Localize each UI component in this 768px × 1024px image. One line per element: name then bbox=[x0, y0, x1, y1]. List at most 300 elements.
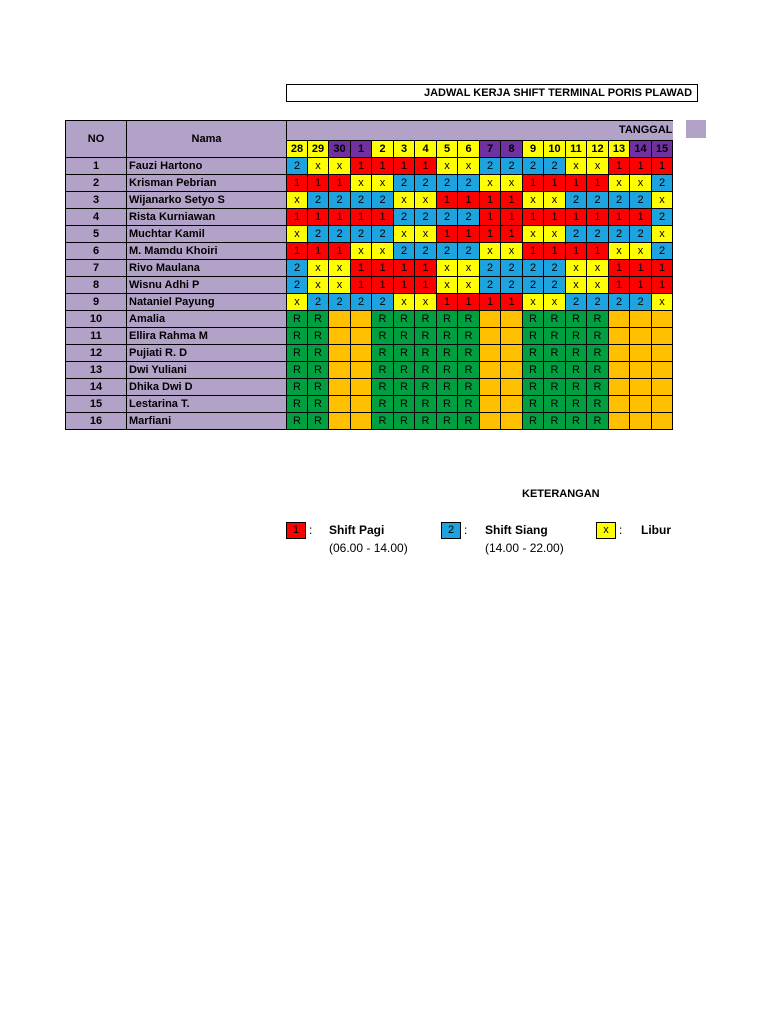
schedule-table bbox=[65, 120, 673, 430]
date-cell: 2 bbox=[372, 140, 394, 157]
sheet-clip bbox=[686, 138, 768, 458]
shift-cell: 1 bbox=[609, 260, 630, 277]
shift-cell bbox=[329, 311, 351, 328]
shift-cell: R bbox=[372, 396, 394, 413]
shift-cell bbox=[329, 396, 351, 413]
legend-label: Shift Siang bbox=[485, 523, 548, 537]
row-number: 4 bbox=[66, 209, 127, 226]
shift-cell: R bbox=[523, 379, 544, 396]
shift-cell: 1 bbox=[458, 294, 480, 311]
legend-symbol: 1 bbox=[286, 522, 306, 539]
shift-cell: 2 bbox=[523, 260, 544, 277]
shift-cell: R bbox=[287, 328, 308, 345]
shift-cell: R bbox=[437, 362, 458, 379]
date-cell: 6 bbox=[458, 140, 480, 157]
table-row bbox=[66, 294, 673, 311]
table-row bbox=[66, 328, 673, 345]
shift-cell bbox=[351, 328, 372, 345]
shift-cell bbox=[480, 362, 501, 379]
shift-cell: R bbox=[415, 413, 437, 430]
shift-cell: R bbox=[437, 379, 458, 396]
date-cell: 4 bbox=[415, 140, 437, 157]
shift-cell bbox=[480, 345, 501, 362]
shift-cell: 2 bbox=[415, 243, 437, 260]
shift-cell: x bbox=[652, 226, 673, 243]
shift-cell: 1 bbox=[609, 209, 630, 226]
shift-cell: 1 bbox=[329, 175, 351, 192]
shift-cell: 2 bbox=[501, 158, 523, 175]
employee-name: Fauzi Hartono bbox=[127, 158, 287, 175]
shift-cell: 1 bbox=[523, 243, 544, 260]
shift-cell: 1 bbox=[437, 226, 458, 243]
shift-cell bbox=[609, 311, 630, 328]
shift-cell bbox=[351, 345, 372, 362]
shift-cell: R bbox=[523, 396, 544, 413]
shift-cell bbox=[630, 396, 652, 413]
shift-cell bbox=[501, 379, 523, 396]
employee-name: Pujiati R. D bbox=[127, 345, 287, 362]
shift-cell: 1 bbox=[415, 260, 437, 277]
shift-cell: 1 bbox=[308, 243, 329, 260]
shift-cell: R bbox=[394, 328, 415, 345]
shift-cell: x bbox=[351, 243, 372, 260]
shift-cell: R bbox=[287, 413, 308, 430]
shift-cell: R bbox=[544, 413, 566, 430]
shift-cell: x bbox=[609, 175, 630, 192]
shift-cell: 2 bbox=[652, 175, 673, 192]
shift-cell: 1 bbox=[587, 209, 609, 226]
shift-cell: 2 bbox=[480, 277, 501, 294]
shift-cell bbox=[329, 362, 351, 379]
shift-cell: 2 bbox=[587, 226, 609, 243]
shift-cell: R bbox=[587, 379, 609, 396]
date-cell: 10 bbox=[544, 140, 566, 157]
shift-cell: 1 bbox=[652, 158, 673, 175]
shift-cell: R bbox=[415, 362, 437, 379]
legend-label: Libur bbox=[641, 523, 671, 537]
shift-cell: R bbox=[394, 396, 415, 413]
shift-cell: 2 bbox=[544, 260, 566, 277]
shift-cell: 1 bbox=[501, 209, 523, 226]
shift-cell: 1 bbox=[630, 277, 652, 294]
shift-cell: 1 bbox=[437, 192, 458, 209]
shift-cell bbox=[351, 413, 372, 430]
shift-cell: R bbox=[415, 345, 437, 362]
shift-cell: 1 bbox=[351, 277, 372, 294]
employee-name: Muchtar Kamil bbox=[127, 226, 287, 243]
shift-cell bbox=[652, 379, 673, 396]
shift-cell: x bbox=[308, 277, 329, 294]
shift-cell bbox=[351, 396, 372, 413]
shift-cell: 1 bbox=[630, 209, 652, 226]
shift-cell: R bbox=[437, 413, 458, 430]
shift-cell: R bbox=[566, 311, 587, 328]
shift-cell bbox=[480, 396, 501, 413]
shift-cell: R bbox=[523, 345, 544, 362]
shift-cell: 2 bbox=[372, 192, 394, 209]
shift-cell: R bbox=[415, 379, 437, 396]
shift-cell: R bbox=[308, 362, 329, 379]
shift-cell: 1 bbox=[480, 294, 501, 311]
shift-cell: x bbox=[480, 175, 501, 192]
table-row bbox=[66, 277, 673, 294]
employee-name: M. Mamdu Khoiri bbox=[127, 243, 287, 260]
shift-cell: 1 bbox=[415, 277, 437, 294]
shift-cell: R bbox=[587, 345, 609, 362]
shift-cell bbox=[652, 328, 673, 345]
date-cell: 29 bbox=[308, 140, 329, 157]
shift-cell: x bbox=[566, 158, 587, 175]
legend-symbol: x bbox=[596, 522, 616, 539]
shift-cell: R bbox=[308, 379, 329, 396]
schedule-title: JADWAL KERJA SHIFT TERMINAL PORIS PLAWAD bbox=[286, 84, 698, 102]
employee-name: Marfiani bbox=[127, 413, 287, 430]
shift-cell: 1 bbox=[287, 209, 308, 226]
shift-cell bbox=[480, 311, 501, 328]
shift-cell: 2 bbox=[630, 192, 652, 209]
legend-label: Shift Pagi bbox=[329, 523, 385, 537]
shift-cell: 1 bbox=[351, 260, 372, 277]
shift-cell: R bbox=[566, 396, 587, 413]
shift-cell: R bbox=[523, 413, 544, 430]
shift-cell bbox=[329, 345, 351, 362]
shift-cell: 1 bbox=[480, 226, 501, 243]
shift-cell: 2 bbox=[480, 158, 501, 175]
shift-cell: 2 bbox=[609, 294, 630, 311]
shift-cell: x bbox=[458, 158, 480, 175]
shift-cell bbox=[351, 311, 372, 328]
shift-cell: R bbox=[372, 362, 394, 379]
shift-cell: 1 bbox=[587, 175, 609, 192]
shift-cell bbox=[652, 396, 673, 413]
shift-cell: R bbox=[544, 396, 566, 413]
shift-cell: R bbox=[287, 396, 308, 413]
shift-cell: R bbox=[372, 413, 394, 430]
table-row bbox=[66, 413, 673, 430]
shift-cell bbox=[501, 396, 523, 413]
shift-cell: x bbox=[587, 277, 609, 294]
date-cell: 15 bbox=[652, 140, 673, 157]
shift-cell: R bbox=[458, 328, 480, 345]
shift-cell: x bbox=[437, 277, 458, 294]
shift-cell: R bbox=[587, 328, 609, 345]
shift-cell: 2 bbox=[544, 277, 566, 294]
shift-cell: x bbox=[609, 243, 630, 260]
shift-cell: 1 bbox=[566, 243, 587, 260]
shift-cell bbox=[501, 328, 523, 345]
shift-cell: R bbox=[287, 311, 308, 328]
shift-cell: 1 bbox=[372, 158, 394, 175]
shift-cell: 1 bbox=[437, 294, 458, 311]
shift-cell: 2 bbox=[372, 294, 394, 311]
shift-cell: R bbox=[566, 328, 587, 345]
shift-cell: x bbox=[480, 243, 501, 260]
shift-cell: R bbox=[372, 379, 394, 396]
shift-cell: 2 bbox=[415, 175, 437, 192]
shift-cell: R bbox=[372, 328, 394, 345]
shift-cell: 2 bbox=[308, 192, 329, 209]
row-number: 13 bbox=[66, 362, 127, 379]
row-number: 16 bbox=[66, 413, 127, 430]
date-cell: 9 bbox=[523, 140, 544, 157]
shift-cell: R bbox=[308, 345, 329, 362]
shift-cell: x bbox=[458, 277, 480, 294]
shift-cell: R bbox=[523, 311, 544, 328]
schedule-body bbox=[66, 158, 673, 430]
shift-cell: 1 bbox=[351, 158, 372, 175]
shift-cell: 2 bbox=[308, 226, 329, 243]
shift-cell: R bbox=[458, 379, 480, 396]
legend-time: (06.00 - 14.00) bbox=[329, 541, 408, 555]
shift-cell: 2 bbox=[287, 158, 308, 175]
shift-cell: 2 bbox=[501, 260, 523, 277]
shift-cell: x bbox=[329, 277, 351, 294]
shift-cell: 2 bbox=[480, 260, 501, 277]
employee-name: Wisnu Adhi P bbox=[127, 277, 287, 294]
shift-cell: 2 bbox=[609, 226, 630, 243]
shift-cell: 1 bbox=[372, 260, 394, 277]
date-cell: 14 bbox=[630, 140, 652, 157]
shift-cell: 2 bbox=[544, 158, 566, 175]
shift-cell: R bbox=[372, 345, 394, 362]
employee-name: Lestarina T. bbox=[127, 396, 287, 413]
shift-cell bbox=[480, 413, 501, 430]
shift-cell: x bbox=[458, 260, 480, 277]
shift-cell: 2 bbox=[652, 243, 673, 260]
table-row bbox=[66, 311, 673, 328]
shift-cell: x bbox=[351, 175, 372, 192]
shift-cell: 2 bbox=[351, 226, 372, 243]
shift-cell: x bbox=[523, 226, 544, 243]
employee-name: Nataniel Payung bbox=[127, 294, 287, 311]
shift-cell bbox=[351, 379, 372, 396]
shift-cell: 2 bbox=[329, 226, 351, 243]
table-row bbox=[66, 362, 673, 379]
shift-cell: R bbox=[287, 362, 308, 379]
shift-cell: 1 bbox=[501, 294, 523, 311]
shift-cell bbox=[329, 379, 351, 396]
row-number: 3 bbox=[66, 192, 127, 209]
shift-cell: R bbox=[458, 362, 480, 379]
shift-cell: 2 bbox=[501, 277, 523, 294]
shift-cell: 1 bbox=[458, 226, 480, 243]
shift-cell: 2 bbox=[566, 192, 587, 209]
shift-cell: R bbox=[566, 345, 587, 362]
shift-cell: 2 bbox=[437, 243, 458, 260]
shift-cell: R bbox=[287, 379, 308, 396]
shift-cell: x bbox=[415, 294, 437, 311]
shift-cell: R bbox=[394, 345, 415, 362]
shift-cell: R bbox=[437, 396, 458, 413]
shift-cell: R bbox=[308, 396, 329, 413]
employee-name: Amalia bbox=[127, 311, 287, 328]
shift-cell: R bbox=[437, 328, 458, 345]
shift-cell bbox=[630, 379, 652, 396]
shift-cell: x bbox=[523, 192, 544, 209]
shift-cell: x bbox=[287, 192, 308, 209]
shift-cell: x bbox=[329, 158, 351, 175]
shift-cell: R bbox=[287, 345, 308, 362]
shift-cell bbox=[652, 311, 673, 328]
shift-cell: x bbox=[630, 243, 652, 260]
shift-cell: x bbox=[308, 158, 329, 175]
table-row bbox=[66, 243, 673, 260]
shift-cell: x bbox=[415, 192, 437, 209]
shift-cell: R bbox=[458, 396, 480, 413]
shift-cell: R bbox=[415, 328, 437, 345]
shift-cell: R bbox=[566, 413, 587, 430]
row-number: 8 bbox=[66, 277, 127, 294]
shift-cell: 2 bbox=[437, 209, 458, 226]
shift-cell: x bbox=[652, 294, 673, 311]
shift-cell: x bbox=[630, 175, 652, 192]
shift-cell: R bbox=[587, 396, 609, 413]
row-number: 1 bbox=[66, 158, 127, 175]
employee-name: Dwi Yuliani bbox=[127, 362, 287, 379]
table-row bbox=[66, 260, 673, 277]
employee-name: Ellira Rahma M bbox=[127, 328, 287, 345]
row-number: 7 bbox=[66, 260, 127, 277]
shift-cell: 1 bbox=[415, 158, 437, 175]
row-number: 12 bbox=[66, 345, 127, 362]
date-cell: 13 bbox=[609, 140, 630, 157]
shift-cell: 2 bbox=[652, 209, 673, 226]
shift-cell bbox=[501, 362, 523, 379]
shift-cell: 1 bbox=[372, 277, 394, 294]
shift-cell: x bbox=[437, 260, 458, 277]
shift-cell: 2 bbox=[415, 209, 437, 226]
shift-cell bbox=[329, 413, 351, 430]
table-row bbox=[66, 175, 673, 192]
shift-cell bbox=[501, 413, 523, 430]
shift-cell: R bbox=[394, 362, 415, 379]
shift-cell bbox=[652, 362, 673, 379]
employee-name: Wijanarko Setyo S bbox=[127, 192, 287, 209]
shift-cell: 1 bbox=[394, 260, 415, 277]
row-number: 9 bbox=[66, 294, 127, 311]
employee-name: Krisman Pebrian bbox=[127, 175, 287, 192]
shift-cell: R bbox=[587, 362, 609, 379]
shift-cell: 1 bbox=[523, 175, 544, 192]
shift-cell: 1 bbox=[652, 260, 673, 277]
shift-cell: 2 bbox=[458, 243, 480, 260]
shift-cell bbox=[480, 328, 501, 345]
shift-cell: 1 bbox=[458, 192, 480, 209]
shift-cell: 2 bbox=[458, 175, 480, 192]
row-number: 2 bbox=[66, 175, 127, 192]
shift-cell: R bbox=[566, 362, 587, 379]
shift-cell bbox=[630, 328, 652, 345]
table-row bbox=[66, 209, 673, 226]
shift-cell: R bbox=[523, 328, 544, 345]
shift-cell: 1 bbox=[544, 209, 566, 226]
shift-cell: x bbox=[544, 294, 566, 311]
shift-cell bbox=[652, 413, 673, 430]
shift-cell: 1 bbox=[329, 209, 351, 226]
shift-cell: R bbox=[415, 311, 437, 328]
date-cell: 12 bbox=[587, 140, 609, 157]
shift-cell: R bbox=[394, 311, 415, 328]
shift-cell: 1 bbox=[480, 192, 501, 209]
shift-cell: 2 bbox=[351, 294, 372, 311]
shift-cell: 2 bbox=[523, 277, 544, 294]
shift-cell: R bbox=[458, 311, 480, 328]
shift-cell bbox=[630, 413, 652, 430]
table-row bbox=[66, 226, 673, 243]
shift-cell bbox=[501, 345, 523, 362]
shift-cell: R bbox=[437, 345, 458, 362]
shift-cell: 1 bbox=[372, 209, 394, 226]
header-tanggal-overflow bbox=[686, 120, 706, 139]
shift-cell: 2 bbox=[394, 175, 415, 192]
shift-cell: 2 bbox=[394, 209, 415, 226]
row-number: 11 bbox=[66, 328, 127, 345]
date-cell: 11 bbox=[566, 140, 587, 157]
table-row bbox=[66, 345, 673, 362]
shift-cell: 1 bbox=[566, 175, 587, 192]
table-row bbox=[66, 379, 673, 396]
shift-cell: 1 bbox=[609, 158, 630, 175]
shift-cell: 1 bbox=[394, 158, 415, 175]
shift-cell: 1 bbox=[566, 209, 587, 226]
header-no: NO bbox=[66, 121, 127, 158]
shift-cell: R bbox=[523, 362, 544, 379]
row-number: 15 bbox=[66, 396, 127, 413]
shift-cell bbox=[609, 345, 630, 362]
shift-cell: 1 bbox=[544, 175, 566, 192]
shift-cell: R bbox=[308, 413, 329, 430]
shift-cell: 1 bbox=[630, 158, 652, 175]
shift-cell: 2 bbox=[287, 277, 308, 294]
shift-cell: 1 bbox=[501, 192, 523, 209]
shift-cell: x bbox=[415, 226, 437, 243]
shift-cell: R bbox=[437, 311, 458, 328]
shift-cell: x bbox=[394, 226, 415, 243]
shift-cell: x bbox=[587, 158, 609, 175]
shift-cell: 2 bbox=[458, 209, 480, 226]
shift-cell: 2 bbox=[287, 260, 308, 277]
shift-cell: 1 bbox=[544, 243, 566, 260]
date-cell: 7 bbox=[480, 140, 501, 157]
table-row bbox=[66, 158, 673, 175]
shift-cell: 2 bbox=[372, 226, 394, 243]
table-row bbox=[66, 396, 673, 413]
shift-cell bbox=[609, 396, 630, 413]
shift-cell: 2 bbox=[329, 192, 351, 209]
shift-cell: x bbox=[287, 294, 308, 311]
shift-cell: x bbox=[372, 175, 394, 192]
shift-cell: 1 bbox=[308, 175, 329, 192]
employee-name: Rivo Maulana bbox=[127, 260, 287, 277]
table-row bbox=[66, 192, 673, 209]
shift-cell: R bbox=[544, 328, 566, 345]
shift-cell: x bbox=[372, 243, 394, 260]
legend-heading: KETERANGAN bbox=[522, 488, 600, 500]
shift-cell: 2 bbox=[308, 294, 329, 311]
shift-cell: R bbox=[394, 413, 415, 430]
shift-cell: 2 bbox=[630, 226, 652, 243]
shift-cell: 1 bbox=[523, 209, 544, 226]
row-number: 10 bbox=[66, 311, 127, 328]
date-cell: 8 bbox=[501, 140, 523, 157]
header-tanggal: TANGGAL bbox=[287, 121, 673, 141]
shift-cell: R bbox=[544, 362, 566, 379]
shift-cell bbox=[609, 379, 630, 396]
shift-cell bbox=[329, 328, 351, 345]
shift-cell: R bbox=[458, 413, 480, 430]
shift-cell: 2 bbox=[587, 294, 609, 311]
shift-cell: 1 bbox=[329, 243, 351, 260]
